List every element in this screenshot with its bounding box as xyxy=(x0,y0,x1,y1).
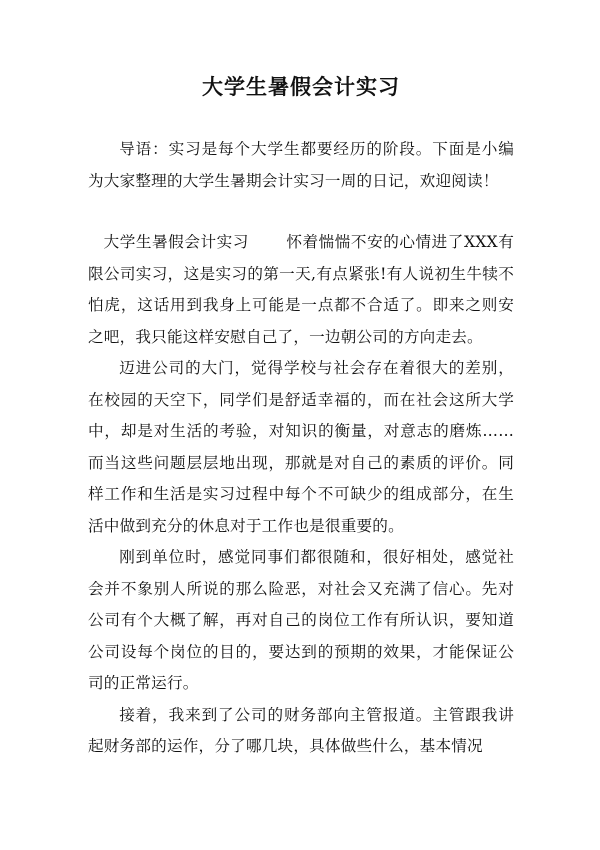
section-heading: 大学生暑假会计实习 xyxy=(103,233,249,251)
body-paragraph-3: 刚到单位时，感觉同事们都很随和，很好相处，感觉社会并不象别人所说的那么险恶，对社会又充满了信心。先对公司有个大概了解，再对自己的岗位工作有所认识，要知道公司设每个岗位的目的，要达到的预期的效果，才能保证公司的正常运行。 xyxy=(88,548,514,692)
paragraph-text: 怀着惴惴不安的心情进了XXX有限公司实习，这是实习的第一天,有点紧张!有人说初生牛犊不怕虎，这话用到我身上可能是一点都不合适了。即来之则安之吧，我只能这样安慰自己了，一边朝公司的方向走去。 xyxy=(88,233,514,346)
document-title: 大学生暑假会计实习 xyxy=(202,75,400,99)
intro-paragraph: 导语：实习是每个大学生都要经历的阶段。下面是小编为大家整理的大学生暑期会计实习一周的日记，欢迎阅读！ xyxy=(88,140,514,190)
body-paragraph-4: 接着，我来到了公司的财务部向主管报道。主管跟我讲起财务部的运作，分了哪几块，具体做些什么，基本情况 xyxy=(88,705,514,755)
body-paragraph-1 xyxy=(88,227,514,353)
body-paragraph-2: 迈进公司的大门，觉得学校与社会存在着很大的差别，在校园的天空下，同学们是舒适幸福的，而在社会这所大学中，却是对生活的考验，对知识的衡量，对意志的磨炼……而当这些问题层层地出现，那就是对自己的素质的评价。同样工作和生活是实习过程中每个不可缺少的组成部分，在生活中做到充分的休息对于工作也是很重要的。 xyxy=(88,359,514,535)
